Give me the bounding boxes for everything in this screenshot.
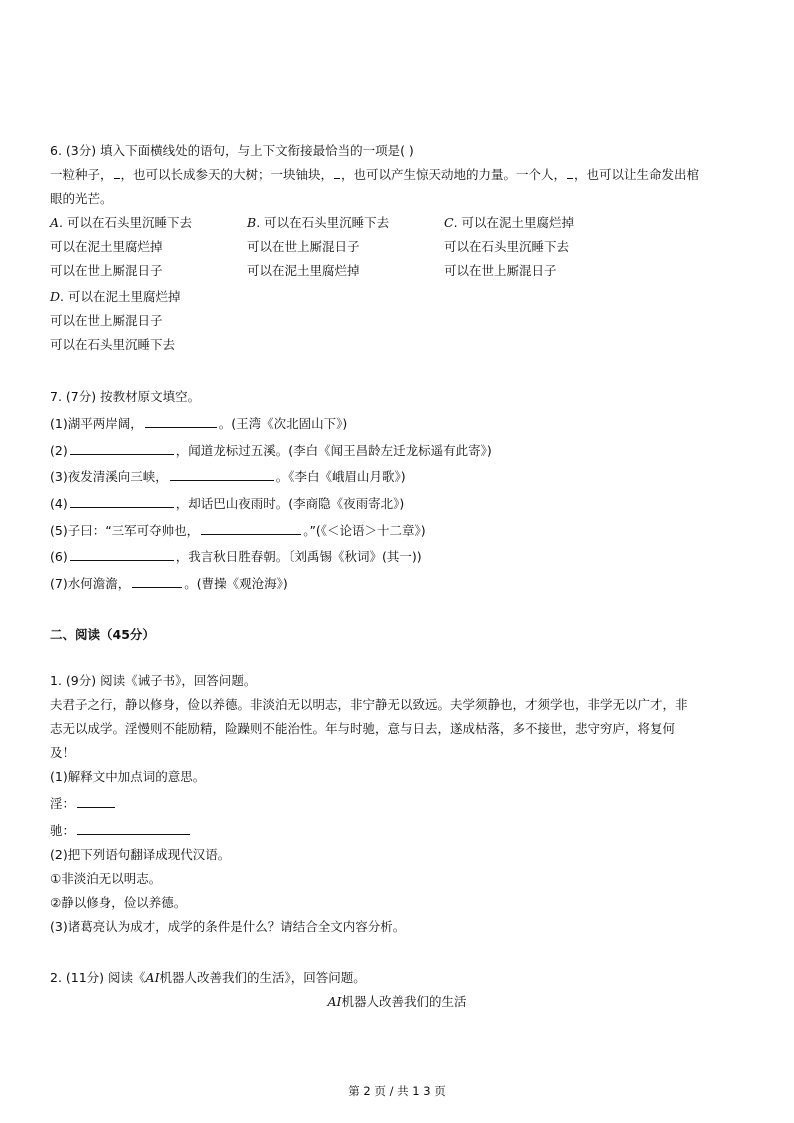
- q7-blank-3[interactable]: [170, 468, 274, 481]
- q7-item-2-pre: (2): [50, 443, 68, 458]
- r1-word-1: [50, 795, 117, 813]
- r1-word-1-label: 淫：: [50, 796, 76, 811]
- q7-item-4-pre: (4): [50, 496, 68, 511]
- q6-passage-part-a: 一粒种子，: [50, 167, 113, 182]
- q7-item-7-post: 。(曹操《观沧海》): [184, 576, 288, 591]
- q6-option-a-line-1: . 可以在石头里沉睡下去: [59, 215, 192, 230]
- q6-passage-line-1: [50, 166, 699, 184]
- q6-option-c-line-3: 可以在世上厮混日子: [444, 263, 557, 278]
- r1-passage-line-3: 及！: [50, 745, 76, 760]
- q6-option-d-line-3: 可以在石头里沉睡下去: [50, 337, 176, 352]
- r1-stem: 1. (9分) 阅读《诫子书》，回答问题。: [50, 673, 257, 688]
- q6-option-b-line-2: 可以在世上厮混日子: [247, 239, 360, 254]
- r2-stem: [50, 969, 366, 987]
- q7-item-4-post: ，却话巴山夜雨时。(李商隐《夜雨寄北》): [175, 496, 405, 511]
- q7-blank-6[interactable]: [70, 548, 174, 561]
- q6-option-b[interactable]: [247, 214, 389, 280]
- page-footer: 第 2 页 / 共 1 3 页: [348, 1084, 446, 1098]
- q6-option-a-letter: A: [50, 215, 60, 230]
- r1-translate-2: ②静以修身，俭以养德。: [50, 895, 187, 910]
- q6-passage-line-2: 眼的光芒。: [50, 191, 113, 206]
- q6-option-d-line-1: . 可以在泥土里腐烂掉: [60, 289, 181, 304]
- q7-item-3: [50, 468, 406, 486]
- r2-stem-ai: AI: [145, 970, 160, 985]
- q6-option-a-line-2: 可以在泥土里腐烂掉: [50, 239, 163, 254]
- q7-item-1-pre: (1)湖平两岸阔，: [50, 416, 143, 431]
- q7-item-6-post: ，我言秋日胜春朝。〔刘禹锡《秋词》(其一)): [175, 549, 422, 564]
- q7-item-3-post: 。《李白《峨眉山月歌》): [275, 469, 406, 484]
- q6-passage-part-d: ，也可以让生命发出棺: [574, 167, 700, 182]
- r1-passage-line-1: 夫君子之行，静以修身，俭以养德。非淡泊无以明志，非宁静无以致远。夫学须静也，才须学也，非学无以广才，非: [50, 697, 688, 712]
- q7-item-7: [50, 575, 288, 593]
- r2-stem-pre: 2. (11分) 阅读《: [50, 970, 146, 985]
- q6-option-c-letter: C: [444, 215, 454, 230]
- r1-word-2: [50, 822, 192, 840]
- q7-item-2: [50, 442, 492, 460]
- r1-subquestion-3: (3)诸葛亮认为成才，成学的条件是什么？请结合全文内容分析。: [50, 919, 406, 934]
- q7-blank-5[interactable]: [201, 522, 301, 535]
- q7-blank-7[interactable]: [132, 575, 182, 588]
- r1-subquestion-2: (2)把下列语句翻译成现代汉语。: [50, 847, 231, 862]
- q6-option-d-line-2: 可以在世上厮混日子: [50, 313, 163, 328]
- q6-blank-1[interactable]: [114, 168, 120, 179]
- q7-blank-4[interactable]: [70, 495, 174, 508]
- q7-stem: 7. (7分) 按教材原文填空。: [50, 389, 201, 404]
- q7-item-6-pre: (6): [50, 549, 68, 564]
- r2-article-title: [0, 993, 794, 1011]
- q6-passage-part-b: ，也可以长成参天的大树；一块铀块，: [120, 167, 334, 182]
- r1-subquestion-1: (1)解释文中加点词的意思。: [50, 769, 206, 784]
- r2-title-post: 机器人改善我们的生活: [341, 994, 467, 1009]
- q7-item-5-pre: (5)子曰：“三军可夺帅也，: [50, 523, 200, 538]
- q7-item-1-post: 。(王湾《次北固山下》): [218, 416, 348, 431]
- q6-option-a[interactable]: [50, 214, 192, 280]
- q7-item-7-pre: (7)水何澹澹，: [50, 576, 131, 591]
- q7-item-3-pre: (3)夜发清溪向三峡，: [50, 469, 168, 484]
- r1-word-2-blank[interactable]: [77, 822, 190, 835]
- q6-option-d-letter: D: [50, 289, 61, 304]
- q6-option-b-line-1: . 可以在石头里沉睡下去: [256, 215, 390, 230]
- r2-stem-post: 机器人改善我们的生活》，回答问题。: [159, 970, 366, 985]
- q6-option-c[interactable]: [444, 214, 574, 280]
- q6-option-a-line-3: 可以在世上厮混日子: [50, 263, 163, 278]
- r1-translate-1: ①非淡泊无以明志。: [50, 871, 162, 886]
- q6-option-b-letter: B: [247, 215, 257, 230]
- q6-passage-part-c: ，也可以产生惊天动地的力量。一个人，: [341, 167, 567, 182]
- q6-stem: 6. (3分) 填入下面横线处的语句，与上下文衔接最恰当的一项是( ): [50, 143, 414, 158]
- q6-option-c-line-1: . 可以在泥土里腐烂掉: [453, 215, 575, 230]
- q7-item-6: [50, 548, 422, 566]
- q6-blank-3[interactable]: [567, 168, 573, 179]
- q6-option-b-line-3: 可以在泥土里腐烂掉: [247, 263, 360, 278]
- q7-item-1: [50, 415, 347, 433]
- q6-option-c-line-2: 可以在石头里沉睡下去: [444, 239, 570, 254]
- q7-item-2-post: ，闻道龙标过五溪。(李白《闻王昌龄左迁龙标遥有此寄》): [175, 443, 492, 458]
- r2-title-ai: AI: [327, 994, 342, 1009]
- q7-item-5-post: 。”(《＜论语＞十二章》): [303, 523, 426, 538]
- q6-option-d[interactable]: [50, 288, 180, 354]
- q7-blank-2[interactable]: [70, 442, 174, 455]
- r1-word-1-blank[interactable]: [77, 795, 115, 808]
- q7-item-5: [50, 522, 426, 540]
- q6-blank-2[interactable]: [334, 168, 340, 179]
- section-title-reading: 二、阅读（45分）: [50, 627, 155, 642]
- q7-blank-1[interactable]: [145, 415, 217, 428]
- r1-word-2-label: 驰：: [50, 823, 76, 838]
- q7-item-4: [50, 495, 404, 513]
- r1-passage-line-2: 志无以成学。淫慢则不能励精，险躁则不能治性。年与时驰，意与日去，遂成枯落，多不接世，悲守穷庐，将复何: [50, 721, 676, 736]
